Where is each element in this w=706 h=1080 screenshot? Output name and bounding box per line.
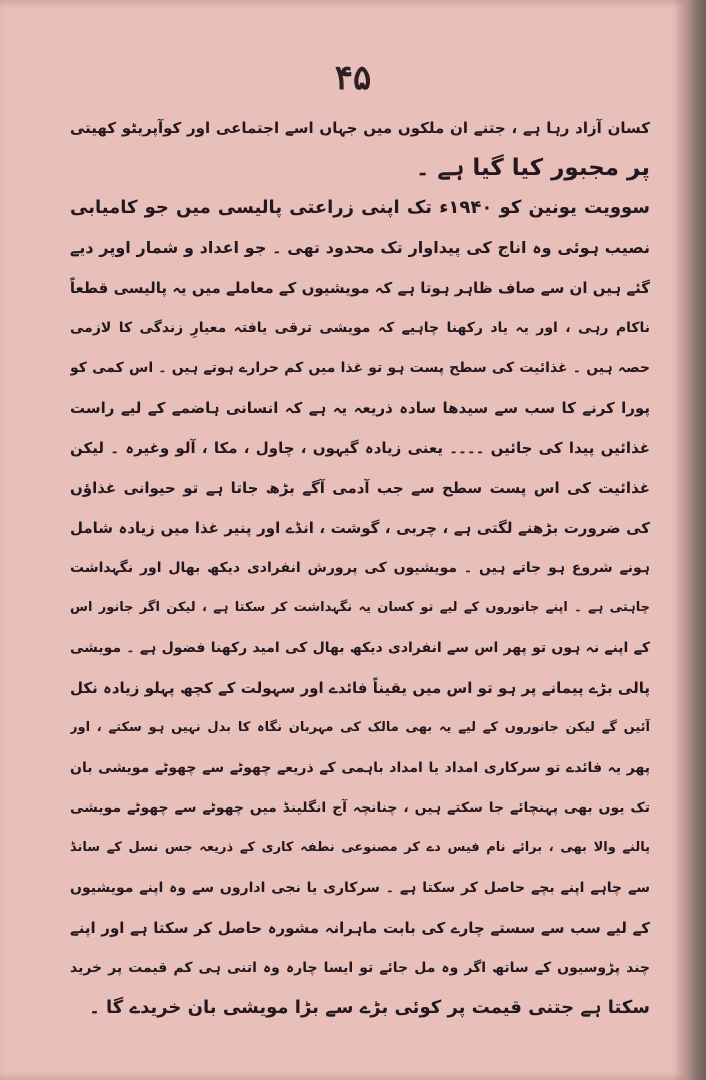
text-line: پھر یہ فائدے تو سرکاری امداد یا امداد باہمی کے ذریعے چھوٹے سے چھوٹے مویشی بان — [70, 760, 650, 776]
text-line: ہونے شروع ہو جاتے ہیں ۔ مویشیوں کی پرورش انفرادی دیکھ بھال اور نگہداشت — [70, 560, 650, 576]
text-line: پورا کرنے کا سب سے سیدھا سادہ ذریعہ یہ ہے کہ انسانی ہاضمے کے لیے راست — [70, 399, 650, 417]
text-line: غذائیں پیدا کی جائیں ۔۔۔۔ یعنی زیادہ گیہوں ، چاول ، مکا ، آلو وغیرہ ۔ لیکن — [70, 439, 650, 457]
text-line: سکتا ہے جتنی قیمت پر کوئی بڑے سے بڑا مویشی بان خریدے گا ۔ — [89, 997, 650, 1018]
page-text-body — [70, 108, 650, 1028]
text-line: چند پڑوسیوں کے ساتھ اگر وہ مل جائے تو ایسا چارہ وہ اتنی ہی کم قیمت پر خرید — [70, 960, 650, 976]
text-line: چاہتی ہے ۔ اپنے جانوروں کے لیے تو کسان یہ نگہداشت کر سکتا ہے ، لیکن اگر جانور اس — [70, 600, 650, 615]
text-line: کے اپنے نہ ہوں تو پھر اس سے انفرادی دیکھ بھال کی امید رکھنا فضول ہے ۔ مویشی — [70, 640, 650, 656]
text-line: کے لیے سب سے سستے چارے کی بابت ماہرانہ مشورہ حاصل کر سکتا ہے اور اپنے — [70, 919, 650, 937]
text-line: کسان آزاد رہا ہے ، جتنے ان ملکوں میں جہاں اسے اجتماعی اور کوآپریٹو کھیتی — [70, 119, 650, 137]
text-line: سوویت یونین کو ۱۹۴۰ء تک اپنی زراعتی پالیسی میں جو کامیابی — [70, 197, 650, 218]
text-line: تک یوں بھی پہنچائے جا سکتے ہیں ، چنانچہ آج انگلینڈ میں چھوٹے سے چھوٹے مویشی — [70, 800, 650, 816]
text-line: نصیب ہوئی وہ اناج کی پیداوار تک محدود تھی ۔ جو اعداد و شمار اوپر دیے — [70, 238, 650, 257]
text-line: پالنے والا بھی ، برائے نام فیس دے کر مصنوعی نطفہ کاری کے ذریعہ جس نسل کے سانڈ — [70, 840, 650, 855]
book-spine-edge — [686, 0, 706, 1080]
text-line: حصہ ہیں ۔ غذائیت کی سطح پست ہو تو غذا میں کم حرارے ہوتے ہیں ۔ اس کمی کو — [70, 360, 650, 376]
text-line: پر مجبور کیا گیا ہے ۔ — [415, 155, 650, 181]
text-line: آئیں گے لیکن جانوروں کے لیے یہ بھی مالک کی مہربان نگاہ کا بدل نہیں ہو سکتے ، اور — [70, 720, 650, 735]
text-line: غذائیت کی اس پست سطح سے جب آدمی آگے بڑھ جاتا ہے تو حیوانی غذاؤں — [70, 479, 650, 497]
text-line: ناکام رہی ، اور یہ یاد رکھنا چاہیے کہ مویشی ترقی یافتہ معیارِ زندگی کا لازمی — [70, 320, 650, 336]
text-line: گئے ہیں ان سے صاف ظاہر ہوتا ہے کہ مویشیوں کے معاملے میں یہ پالیسی قطعاً — [70, 279, 650, 297]
page-number: ۴۵ — [334, 58, 372, 98]
text-line: کی ضرورت بڑھنے لگتی ہے ، چربی ، گوشت ، انڈے اور پنیر غذا میں زیادہ شامل — [70, 519, 650, 537]
text-line: سے چاہے اپنے بچے حاصل کر سکتا ہے ۔ سرکاری یا نجی اداروں سے وہ اپنے مویشیوں — [70, 880, 650, 896]
text-line: پالی بڑے پیمانے پر ہو تو اس میں یقیناً فائدے اور سہولت کے کچھ پہلو زیادہ نکل — [70, 679, 650, 697]
